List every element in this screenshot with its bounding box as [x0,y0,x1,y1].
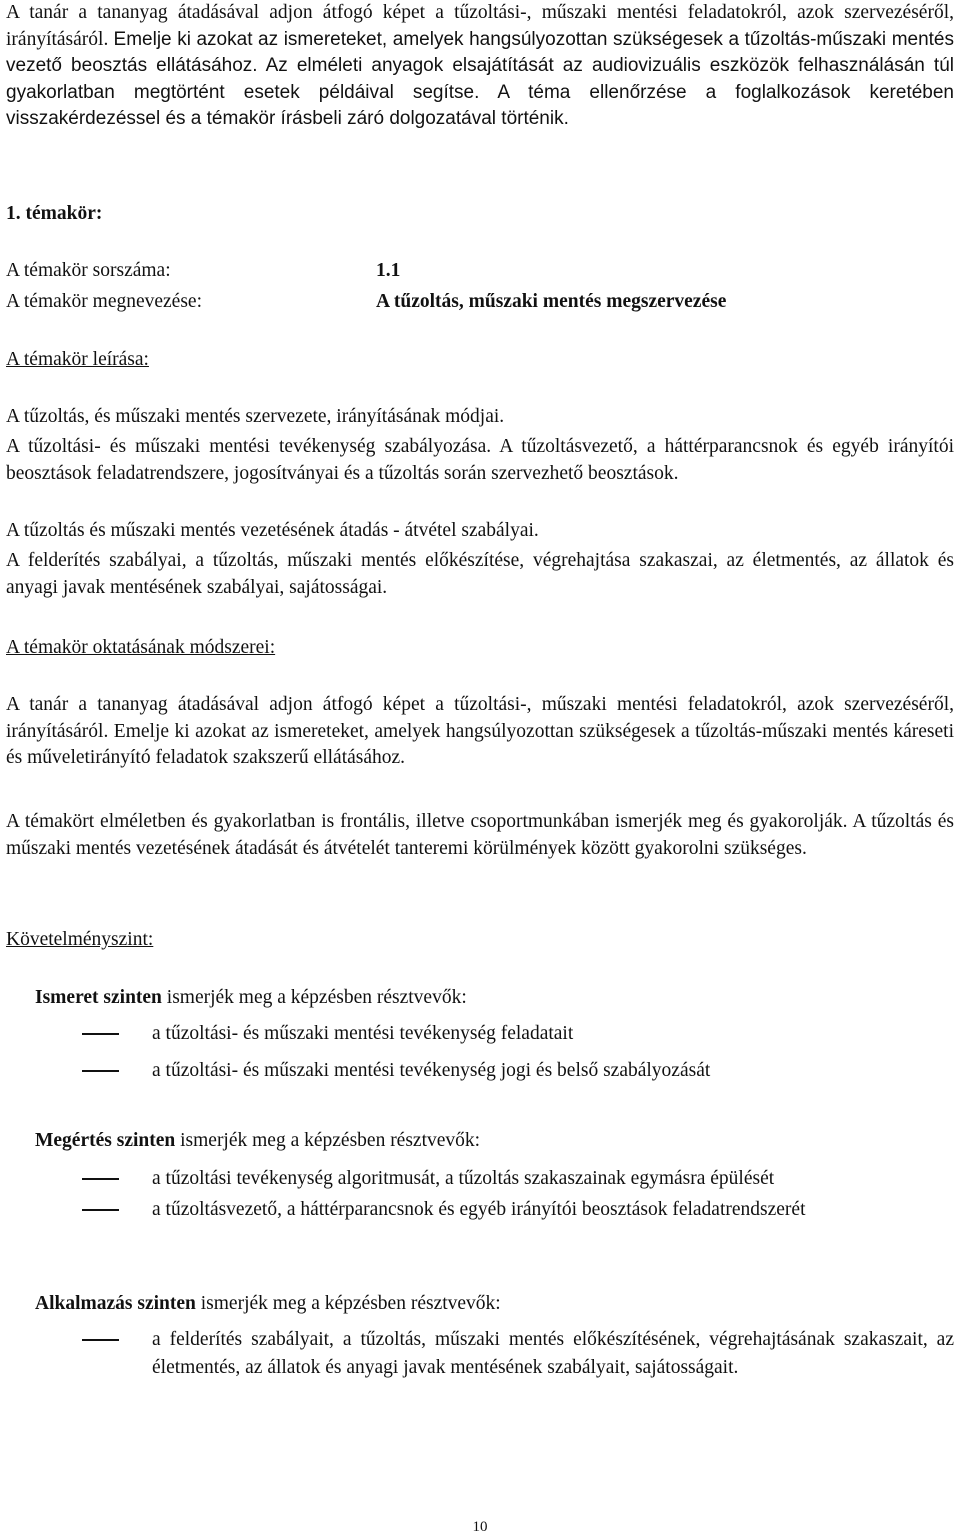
intro-text-serif: A tanár a tananyag átadásával adjon átfogó képet a tűzoltási-, műszaki mentési feladatokról, azok szervezéséről, irányításáról. [6,2,954,50]
list-item: a tűzoltási- és műszaki mentési tevékenység jogi és belső szabályozását [152,1060,711,1081]
description-paragraph-4: A felderítés szabályai, a tűzoltás, műszaki mentés előkészítése, végrehajtása szakaszai, az életmentés, az állatok és anyagi javak mentésének szabályai, sajátosságai. [6,550,954,598]
intro-paragraph [6,0,954,133]
description-line-1: A tűzoltás, és műszaki mentés szervezete, irányításának módjai. [6,406,505,427]
requirement-level-application [35,1291,501,1317]
level-text: ismerjék meg a képzésben résztvevők: [175,1130,481,1151]
description-heading: A témakör leírása: [6,349,149,370]
requirement-level-knowledge [35,985,467,1011]
intro-text-sans: Emelje ki azokat az ismereteket, amelyek hangsúlyozottan szükségesek a tűzoltás-műszaki mentés vezető beosztás ellátásához. Az elméleti anyagok elsajátítását az audiovizuális eszközök felhasználásán túl gyakorlatban megtörtént esetek példáival segítse. A téma ellenőrzése a foglalkozások keretében visszakérdezéssel és a témakör írásbeli záró dolgozatával történik. [6,28,954,129]
level-title: Ismeret szinten [35,987,162,1008]
dash-bullet [82,1178,119,1180]
requirement-level-understanding [35,1128,480,1154]
topic-heading: 1. témakör: [6,203,103,224]
list-item: a tűzoltási- és műszaki mentési tevékenység feladatait [152,1023,574,1044]
dash-bullet [82,1209,119,1211]
dash-bullet [82,1070,119,1072]
methods-heading: A témakör oktatásának módszerei: [6,637,276,658]
topic-number-value: 1.1 [376,260,401,281]
methods-paragraph-1: A tanár a tananyag átadásával adjon átfogó képet a tűzoltási-, műszaki mentési feladatokról, azok szervezéséről, irányításáról. Emelje ki azokat az ismereteket, amelyek hangsúlyozottan szükségesek a tűzoltás-műszaki mentés káreseti és műveletirányító feladatok szakszerű ellátásához. [6,694,954,768]
dash-bullet [82,1033,119,1035]
level-text: ismerjék meg a képzésben résztvevők: [195,1293,501,1314]
topic-number-label: A témakör sorszáma: [6,260,171,281]
description-paragraph-2: A tűzoltási- és műszaki mentési tevékenység szabályozása. A tűzoltásvezető, a háttérparancsnok és egyéb irányítói beosztások feladatrendszere, jogosítványai és a tűzoltás során szervezhető beosztások. [6,436,954,484]
level-title: Alkalmazás szinten [35,1293,196,1314]
level-title: Megértés szinten [35,1130,176,1151]
methods-paragraph-2: A témakört elméletben és gyakorlatban is frontális, illetve csoportmunkában ismerjék meg és gyakorolják. A tűzoltás és műszaki mentés vezetésének átadását és átvételét tanteremi körülmények között gyakorolni szükséges. [6,811,954,859]
list-item: a felderítés szabályait, a tűzoltás, műszaki mentés előkészítésének, végrehajtásának szakaszait, az életmentés, az állatok és anyagi javak mentésének szabályait, sajátosságait. [152,1329,954,1378]
topic-name-label: A témakör megnevezése: [6,291,202,312]
dash-bullet [82,1339,119,1341]
topic-name-value: A tűzoltás, műszaki mentés megszervezése [376,291,727,312]
page-number: 10 [472,1519,488,1535]
level-text: ismerjék meg a képzésben résztvevők: [161,987,467,1008]
list-item: a tűzoltásvezető, a háttérparancsnok és egyéb irányítói beosztások feladatrendszerét [152,1199,806,1220]
requirements-heading: Követelményszint: [6,929,154,950]
list-item: a tűzoltási tevékenység algoritmusát, a tűzoltás szakaszainak egymásra épülését [152,1168,775,1189]
description-line-3: A tűzoltás és műszaki mentés vezetésének átadás - átvétel szabályai. [6,520,539,541]
